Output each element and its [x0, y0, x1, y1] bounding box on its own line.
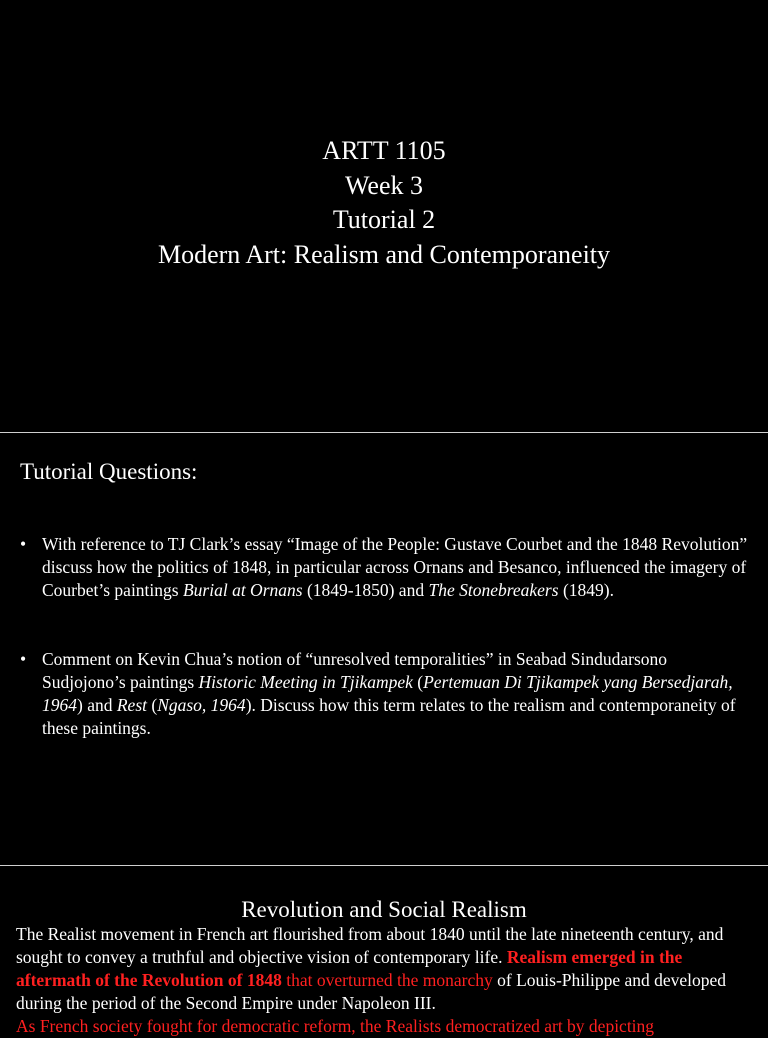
- revolution-slide: [0, 866, 768, 1036]
- highlight-monarchy: that overturned the monarchy: [281, 970, 493, 990]
- q2-text: Comment on Kevin Chua’s notion of “unresolved temporalities” in Seabad Sindudarsono Sudjojono’s paintings: [42, 649, 668, 692]
- q2-text-2: (: [412, 672, 424, 692]
- q2-text-5: ). Discuss how this term relates to the realism and contemporaneity of these paintings.: [42, 695, 736, 738]
- course-code: ARTT 1105: [322, 136, 446, 165]
- q2-text-3: ) and: [77, 695, 117, 715]
- tutorial-questions-slide: [0, 433, 768, 865]
- highlight-realism: Realism emerged in the aftermath of the Revolution of 1848: [16, 947, 683, 990]
- question-list: [20, 533, 748, 740]
- q1-title-burial: Burial at Ornans: [182, 580, 303, 600]
- tutorial-questions-heading: Tutorial Questions:: [20, 459, 198, 484]
- slide-title: Modern Art: Realism and Contemporaneity: [157, 239, 611, 269]
- title-slide: [0, 0, 768, 432]
- q2-title-rest: Rest: [116, 695, 147, 715]
- bullet-icon: •: [20, 649, 27, 669]
- q2-title-ngaso: Ngaso, 1964: [157, 695, 246, 715]
- q1-text-3: (1849).: [558, 580, 614, 600]
- revolution-heading: Revolution and Social Realism: [241, 897, 527, 922]
- q2-title-pertemuan: Pertemuan Di Tjikampek yang Bersedjarah, 1964: [42, 672, 733, 715]
- q1-text-2: (1849-1850) and: [302, 580, 429, 600]
- week-label: Week 3: [344, 170, 424, 200]
- body-text-2: of Louis-Philippe and developed during the period of the Second Empire under Napoleon III.: [16, 970, 727, 1013]
- title-block: [0, 134, 768, 272]
- bullet-icon: •: [20, 534, 27, 554]
- q2-title-historic-meeting: Historic Meeting in Tjikampek: [198, 672, 413, 692]
- q2-text-4: (: [147, 695, 158, 715]
- body-text: The Realist movement in French art flourished from about 1840 until the late nineteenth century, and sought to convey a truthful and objective vision of contemporary life.: [16, 924, 724, 967]
- tutorial-label: Tutorial 2: [332, 205, 436, 234]
- question-item-1: [20, 533, 748, 602]
- question-item-2: [20, 648, 748, 740]
- q1-title-stonebreakers: The Stonebreakers: [428, 580, 559, 600]
- highlight-democratic: As French society fought for democratic reform, the Realists democratized art by depicting: [16, 1016, 655, 1036]
- q1-text: With reference to TJ Clark’s essay “Image of the People: Gustave Courbet and the 1848 Revolution” discuss how the politics of 1848, in particular across Ornans and Besanco, influenced the imagery of Courbet’s paintings: [42, 534, 748, 600]
- revolution-body: [16, 923, 728, 1038]
